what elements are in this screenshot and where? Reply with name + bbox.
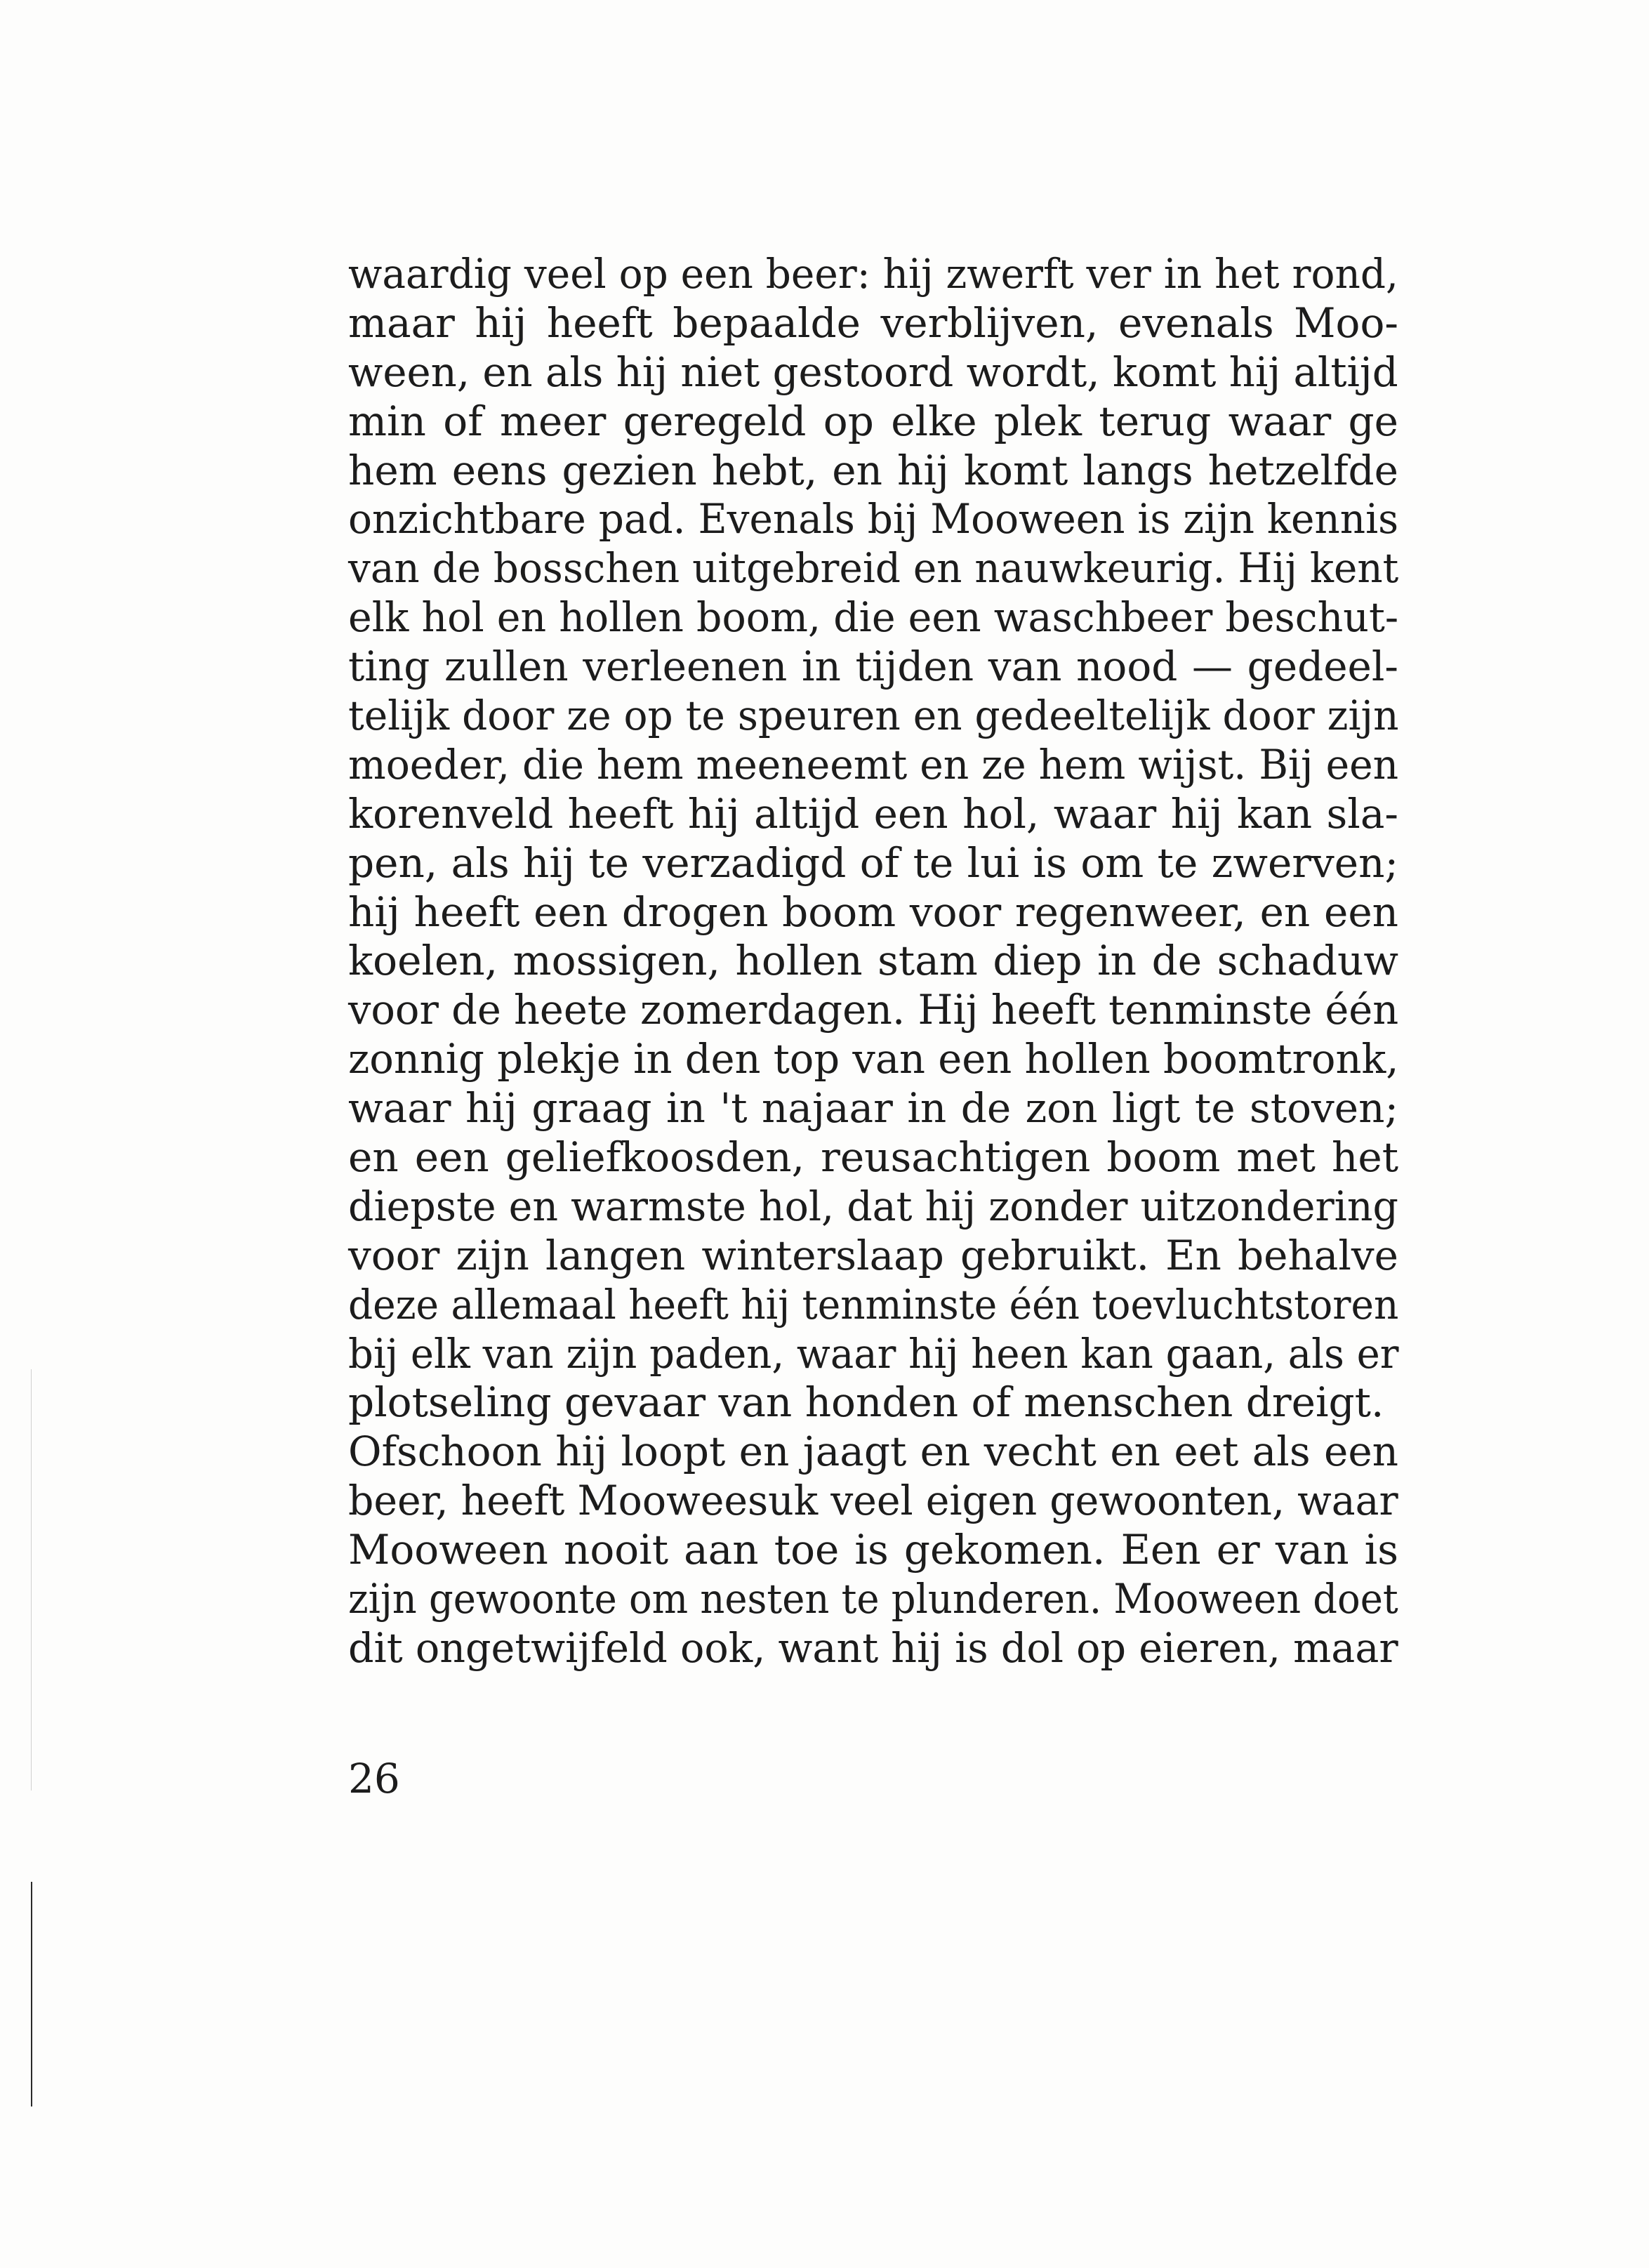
scan-edge-shadow [31, 1369, 32, 1791]
text-line: waardig veel op een beer: hij zwerft ver in het rond, [348, 250, 1398, 298]
text-line: elk hol en hollen boom, die een waschbeer beschut- [348, 593, 1399, 642]
text-line: voor zijn langen winterslaap gebruikt. En behalve [348, 1231, 1398, 1279]
text-line: dit ongetwijfeld ook, want hij is dol op eieren, maar [348, 1623, 1398, 1672]
text-line: pen, als hij te verzadigd of te lui is om te zwerven; [348, 838, 1398, 887]
text-line: deze allemaal heeft hij tenminste één toevluchtstoren [348, 1280, 1399, 1329]
text-line: waar hij graag in 't najaar in de zon ligt te stoven; [348, 1084, 1398, 1133]
text-line: plotseling gevaar van honden of menschen dreigt. [348, 1378, 1384, 1427]
text-line: zijn gewoonte om nesten te plunderen. Mooween doet [348, 1575, 1398, 1623]
text-line: koelen, mossigen, hollen stam diep in de schaduw [348, 937, 1398, 985]
text-line: onzichtbare pad. Evenals bij Mooween is zijn kennis [348, 495, 1399, 543]
text-line: voor de heete zomerdagen. Hij heeft tenminste één [348, 986, 1399, 1034]
text-line: en een geliefkoosden, reusachtigen boom met het [348, 1133, 1398, 1182]
text-line: korenveld heeft hij altijd een hol, waar hij kan sla- [348, 789, 1398, 838]
scan-edge-line [31, 1882, 32, 2107]
text-line: ween, en als hij niet gestoord wordt, komt hij altijd [348, 348, 1398, 396]
text-line: zonnig plekje in den top van een hollen boomtronk, [348, 1035, 1399, 1083]
text-line: hij heeft een drogen boom voor regenweer, en een [348, 888, 1398, 936]
text-line: hem eens gezien hebt, en hij komt langs hetzelfde [348, 446, 1398, 494]
text-line: maar hij heeft bepaalde verblijven, evenals Moo- [348, 298, 1398, 347]
body-text [348, 250, 1398, 1673]
page-number: 26 [348, 1755, 400, 1802]
text-line: moeder, die hem meeneemt en ze hem wijst. Bij een [348, 740, 1399, 789]
text-line: Ofschoon hij loopt en jaagt en vecht en eet als een [348, 1428, 1398, 1476]
text-line: beer, heeft Mooweesuk veel eigen gewoonten, waar [348, 1477, 1398, 1525]
text-line: Mooween nooit aan toe is gekomen. Een er van is [348, 1526, 1398, 1574]
text-line: min of meer geregeld op elke plek terug waar ge [348, 397, 1398, 445]
text-line: diepste en warmste hol, dat hij zonder uitzondering [348, 1182, 1398, 1230]
text-line: van de bosschen uitgebreid en nauwkeurig. Hij kent [348, 544, 1399, 593]
text-line: telijk door ze op te speuren en gedeeltelijk door zijn [348, 692, 1399, 740]
text-line: bij elk van zijn paden, waar hij heen kan gaan, als er [348, 1329, 1399, 1378]
text-line: ting zullen verleenen in tijden van nood — gedeel- [348, 642, 1398, 691]
